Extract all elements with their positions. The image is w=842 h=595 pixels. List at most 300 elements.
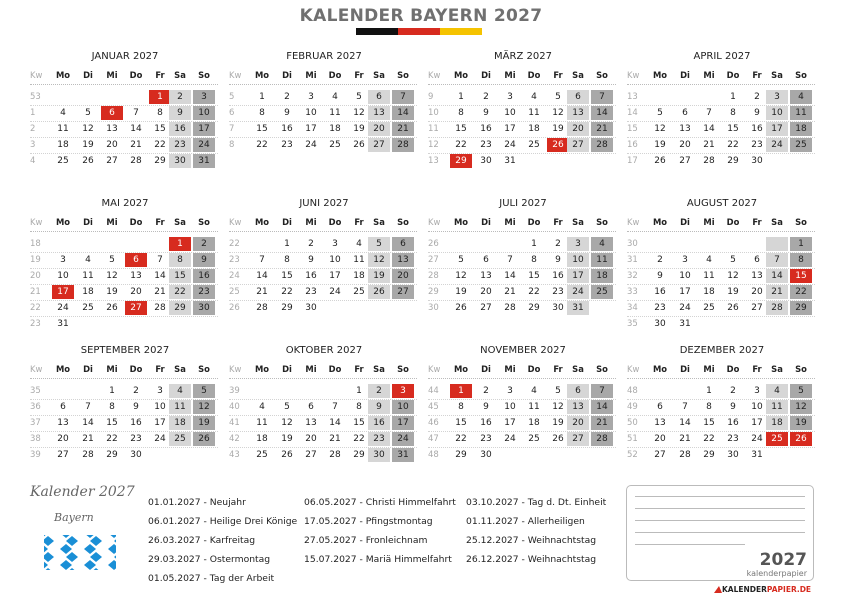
day-cell: 14 [329,418,341,428]
day-cell: 8 [790,253,812,267]
week-number: 14 [627,108,638,118]
day-cell: 21 [766,285,788,299]
week-row [229,237,419,251]
weekday-label: Mo [254,70,270,80]
day-cell: 19 [106,287,118,297]
day-cell: 28 [130,156,142,166]
header-divider [428,378,616,379]
day-cell: 10 [751,402,763,412]
day-cell: 13 [368,106,390,120]
day-cell: 28 [679,450,691,460]
notes-line [635,520,805,521]
day-cell: 28 [591,432,613,446]
day-cell: 22 [528,287,540,297]
week-row [229,301,419,315]
day-cell: 26 [654,156,666,166]
day-cell: 8 [259,108,265,118]
day-cell: 5 [356,92,362,102]
day-cell: 7 [392,90,414,104]
day-cell: 14 [591,106,613,120]
weekday-label: Mo [55,364,71,374]
week-row [428,400,618,414]
month-name: JUNI 2027 [299,198,349,209]
german-flag-bar [356,28,482,35]
day-cell [450,237,472,251]
day-cell: 18 [766,416,788,430]
day-cell: 18 [591,269,613,283]
day-cell: 24 [329,287,341,297]
day-cell [77,90,99,104]
day-cell: 26 [790,432,812,446]
week-number-header: Kw [229,70,242,80]
week-number: 41 [229,418,240,428]
day-cell: 5 [109,255,115,265]
weekday-label: Do [527,70,541,80]
week-row [30,237,220,251]
day-cell: 30 [305,303,317,313]
week-number: 12 [428,140,439,150]
week-number: 10 [428,108,439,118]
week-row [428,237,618,251]
holiday-entry: 27.05.2027 - Fronleichnam [304,535,428,546]
day-cell: 24 [305,140,317,150]
day-cell: 9 [483,402,489,412]
week-row [229,253,419,267]
day-cell: 16 [193,269,215,283]
header-divider [627,84,815,85]
holiday-entry: 03.10.2027 - Tag d. Dt. Einheit [466,497,607,508]
day-cell: 11 [256,418,268,428]
week-row [30,301,220,315]
holiday-entry: 01.01.2027 - Neujahr [148,497,246,508]
header-divider [30,231,218,232]
week-number: 1 [30,108,36,118]
day-cell [125,317,147,331]
notes-line [635,544,745,545]
day-cell: 27 [106,156,118,166]
day-cell: 21 [329,434,341,444]
day-cell: 16 [654,287,666,297]
day-cell: 3 [507,92,513,102]
day-cell: 21 [392,122,414,136]
day-cell: 15 [727,124,739,134]
day-cell: 9 [555,255,561,265]
day-cell: 20 [751,287,763,297]
day-cell: 29 [703,450,715,460]
weekday-header [428,70,618,82]
day-cell: 23 [281,140,293,150]
notes-line [635,532,805,533]
day-cell: 25 [82,303,94,313]
day-cell: 12 [455,271,467,281]
day-cell: 6 [60,402,66,412]
day-cell: 19 [193,416,215,430]
weekday-header [627,364,817,376]
weekday-label: Di [481,217,491,227]
month-block [428,51,618,181]
day-cell: 20 [130,287,142,297]
day-cell: 19 [455,287,467,297]
week-row [428,384,618,398]
day-cell [276,384,298,398]
day-cell [649,384,671,398]
day-cell: 8 [284,255,290,265]
week-number: 5 [229,92,235,102]
month-name: FEBRUAR 2027 [286,51,362,62]
day-cell: 7 [85,402,91,412]
day-cell: 5 [657,108,663,118]
day-cell: 23 [727,434,739,444]
day-cell: 14 [679,418,691,428]
week-number: 32 [627,271,638,281]
day-cell: 17 [392,416,414,430]
day-cell: 27 [679,156,691,166]
week-number: 17 [627,156,638,166]
day-cell: 31 [57,319,69,329]
notes-box [626,485,814,581]
week-number-header: Kw [428,364,441,374]
week-row [627,285,817,299]
weekday-header [30,364,220,376]
week-row [627,90,817,104]
day-cell: 11 [703,271,715,281]
week-number: 19 [30,255,41,265]
day-cell: 29 [528,303,540,313]
day-cell: 20 [305,434,317,444]
week-number-header: Kw [229,217,242,227]
weekday-label: Mi [305,217,317,227]
day-cell: 6 [682,108,688,118]
holiday-entry: 01.11.2027 - Allerheiligen [466,516,585,527]
week-number: 21 [30,287,41,297]
day-cell: 11 [766,400,788,414]
day-cell: 28 [256,303,268,313]
week-number: 26 [428,239,439,249]
day-cell [193,448,215,462]
weekday-label: Mo [55,217,71,227]
day-cell: 26 [552,434,564,444]
weekday-header [428,217,618,229]
day-cell [523,154,545,168]
day-cell: 21 [256,287,268,297]
day-cell: 28 [329,450,341,460]
header-divider [627,231,815,232]
flag-stripe-red [398,28,440,35]
week-number: 7 [229,124,235,134]
day-cell: 30 [480,450,492,460]
weekday-header [627,70,817,82]
weekday-label: Fr [354,217,364,227]
week-row [627,253,817,267]
weekday-label: Do [328,70,342,80]
week-number: 22 [229,239,240,249]
day-cell: 20 [480,287,492,297]
day-cell: 27 [751,303,763,313]
month-block [30,51,220,181]
week-number: 38 [30,434,41,444]
weekday-header [30,217,220,229]
day-cell: 2 [193,237,215,251]
weekday-label: Do [328,217,342,227]
day-cell: 5 [284,402,290,412]
day-cell: 23 [368,432,390,446]
day-cell: 17 [52,285,74,299]
day-cell: 14 [154,271,166,281]
day-cell: 5 [85,108,91,118]
weekday-label: Mi [703,217,715,227]
week-row [229,400,419,414]
week-number: 26 [229,303,240,313]
week-number: 30 [428,303,439,313]
day-cell: 31 [504,156,516,166]
flag-background [44,535,116,570]
week-number-header: Kw [627,70,640,80]
week-number: 48 [627,386,638,396]
day-cell: 2 [483,386,489,396]
weekday-label: Di [83,70,93,80]
week-number: 28 [428,271,439,281]
day-cell [649,237,671,251]
week-number-header: Kw [627,364,640,374]
day-cell: 8 [458,108,464,118]
day-cell: 15 [154,124,166,134]
day-cell: 5 [368,237,390,251]
week-row [428,154,618,168]
day-cell: 23 [305,287,317,297]
day-cell: 26 [106,303,118,313]
day-cell [499,237,521,251]
weekday-label: Mo [652,364,668,374]
day-cell: 11 [57,124,69,134]
day-cell: 18 [329,124,341,134]
week-row [30,90,220,104]
day-cell: 1 [730,92,736,102]
week-number: 9 [428,92,434,102]
day-cell: 17 [679,287,691,297]
day-cell: 2 [730,386,736,396]
day-cell: 13 [567,106,589,120]
day-cell: 10 [305,108,317,118]
day-cell [169,317,191,331]
weekday-label: Sa [174,364,186,374]
month-block [229,198,419,328]
month-name: SEPTEMBER 2027 [80,345,170,356]
day-cell: 12 [552,402,564,412]
bavaria-flag-icon [44,535,116,570]
day-cell: 12 [552,108,564,118]
day-cell: 10 [679,271,691,281]
week-number: 6 [229,108,235,118]
day-cell: 1 [259,92,265,102]
weekday-label: Fr [354,364,364,374]
week-row [627,154,817,168]
weekday-header [30,70,220,82]
day-cell: 28 [82,450,94,460]
footer-subtitle: Bayern [54,511,94,524]
day-cell: 17 [154,418,166,428]
day-cell: 28 [766,301,788,315]
weekday-label: Di [680,70,690,80]
day-cell: 5 [458,255,464,265]
weekday-label: Do [527,364,541,374]
holiday-entry: 06.01.2027 - Heilige Drei Könige [148,516,298,527]
day-cell: 23 [751,140,763,150]
day-cell: 30 [654,319,666,329]
month-block [229,345,419,475]
day-cell: 26 [82,156,94,166]
week-row [229,285,419,299]
day-cell: 29 [353,450,365,460]
week-row [30,138,220,152]
day-cell: 18 [528,418,540,428]
day-cell: 20 [679,140,691,150]
weekday-label: So [198,70,210,80]
month-block [30,345,220,475]
day-cell: 9 [368,400,390,414]
holiday-entry: 29.03.2027 - Ostermontag [148,554,271,565]
day-cell: 18 [256,434,268,444]
day-cell: 25 [703,303,715,313]
month-block [627,198,817,328]
day-cell: 23 [193,285,215,299]
day-cell: 15 [790,269,812,283]
day-cell: 6 [567,384,589,398]
day-cell: 13 [751,271,763,281]
day-cell: 4 [60,108,66,118]
day-cell: 14 [256,271,268,281]
week-number: 52 [627,450,638,460]
day-cell: 2 [169,90,191,104]
weekday-label: Mo [453,364,469,374]
weekday-label: Mi [106,217,118,227]
week-row [627,301,817,315]
week-number: 8 [229,140,235,150]
week-number: 3 [30,140,36,150]
day-cell: 16 [751,124,763,134]
day-cell [746,317,768,331]
day-cell: 7 [591,90,613,104]
day-cell [300,384,322,398]
day-cell: 17 [329,271,341,281]
day-cell: 4 [531,92,537,102]
day-cell: 16 [305,271,317,281]
day-cell: 30 [727,450,739,460]
weekday-label: Di [680,217,690,227]
weekday-label: Di [282,217,292,227]
holiday-entry: 01.05.2027 - Tag der Arbeit [148,573,275,584]
day-cell: 12 [727,271,739,281]
weekday-label: Mi [504,217,516,227]
week-number: 39 [229,386,240,396]
day-cell: 27 [567,432,589,446]
day-cell: 28 [591,138,613,152]
month-block [627,345,817,475]
day-cell: 24 [751,434,763,444]
week-row [229,416,419,430]
weekday-label: Mi [305,70,317,80]
day-cell: 13 [57,418,69,428]
weekday-label: So [397,217,409,227]
day-cell: 5 [193,384,215,398]
day-cell [547,448,569,462]
day-cell: 22 [106,434,118,444]
day-cell: 25 [528,434,540,444]
day-cell: 8 [531,255,537,265]
weekday-label: Mi [504,70,516,80]
day-cell [790,154,812,168]
weekday-label: Mi [703,364,715,374]
notes-year: 2027 [759,550,807,570]
brand-logo-icon [714,586,722,593]
day-cell: 16 [480,418,492,428]
weekday-label: Fr [752,70,762,80]
weekday-label: Mi [504,364,516,374]
day-cell: 24 [504,140,516,150]
day-cell [52,384,74,398]
day-cell [77,384,99,398]
header-divider [428,84,616,85]
day-cell: 16 [368,416,390,430]
day-cell: 11 [528,402,540,412]
week-row [30,285,220,299]
page-title: KALENDER BAYERN 2027 [299,6,543,26]
day-cell [77,317,99,331]
day-cell: 6 [657,402,663,412]
day-cell [766,237,788,251]
day-cell: 12 [193,400,215,414]
day-cell: 9 [284,108,290,118]
month-name: APRIL 2027 [693,51,751,62]
week-number: 33 [627,287,638,297]
week-row [30,416,220,430]
day-cell: 23 [169,138,191,152]
week-row [30,400,220,414]
day-cell: 27 [392,285,414,299]
day-cell: 1 [706,386,712,396]
week-row [30,317,220,331]
day-cell: 21 [504,287,516,297]
day-cell: 14 [766,269,788,283]
day-cell: 8 [169,253,191,267]
day-cell: 27 [57,450,69,460]
day-cell: 24 [504,434,516,444]
day-cell: 22 [727,140,739,150]
day-cell: 17 [305,124,317,134]
week-row [428,285,618,299]
day-cell [169,448,191,462]
day-cell: 10 [504,108,516,118]
weekday-label: Do [726,364,740,374]
weekday-label: Sa [373,364,385,374]
day-cell: 4 [356,239,362,249]
day-cell: 20 [567,122,589,136]
day-cell: 25 [790,138,812,152]
day-cell: 9 [483,108,489,118]
day-cell: 1 [109,386,115,396]
day-cell: 24 [679,303,691,313]
day-cell: 3 [507,386,513,396]
weekday-label: Fr [752,364,762,374]
day-cell: 20 [106,140,118,150]
day-cell: 6 [125,253,147,267]
day-cell: 24 [766,138,788,152]
month-block [229,51,419,181]
week-number-header: Kw [428,217,441,227]
weekday-label: Sa [373,70,385,80]
month-name: MÄRZ 2027 [494,51,552,62]
day-cell: 21 [591,122,613,136]
day-cell: 15 [455,124,467,134]
